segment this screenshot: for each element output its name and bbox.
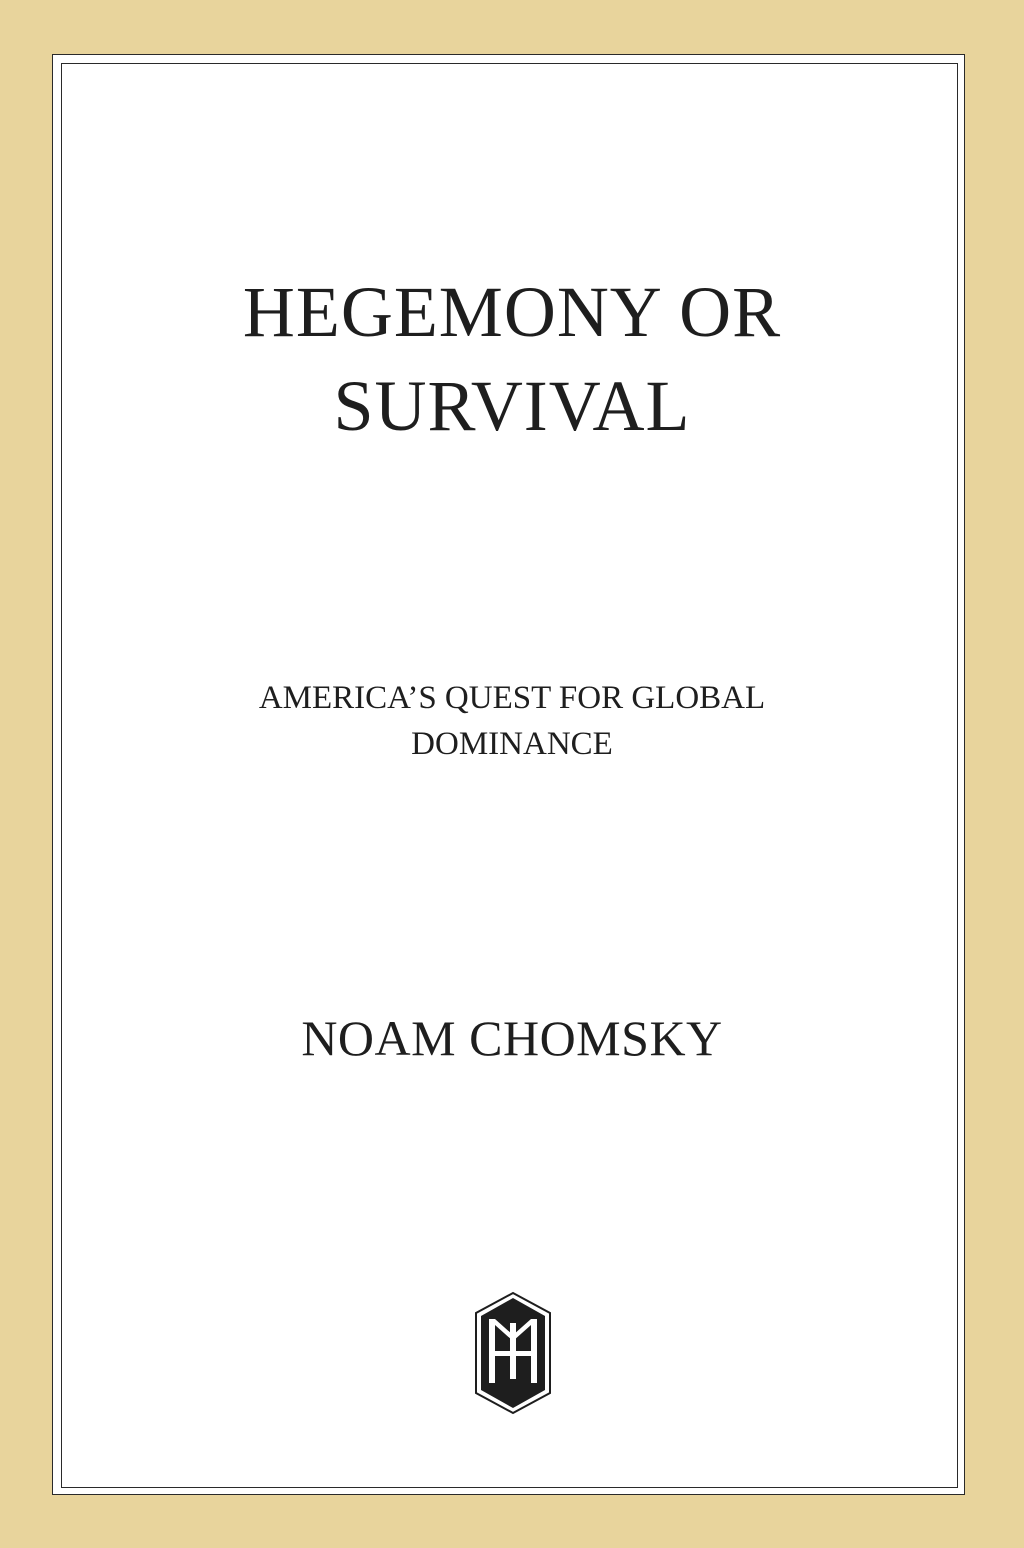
book-title-line-2: SURVIVAL — [333, 366, 691, 446]
book-author: NOAM CHOMSKY — [301, 1010, 723, 1066]
book-subtitle-line-2: DOMINANCE — [411, 726, 613, 762]
book-subtitle-line-1: AMERICA’S QUEST FOR GLOBAL — [258, 680, 766, 716]
book-title-line-1: HEGEMONY OR — [242, 272, 782, 352]
publisher-logo-icon — [474, 1291, 552, 1415]
